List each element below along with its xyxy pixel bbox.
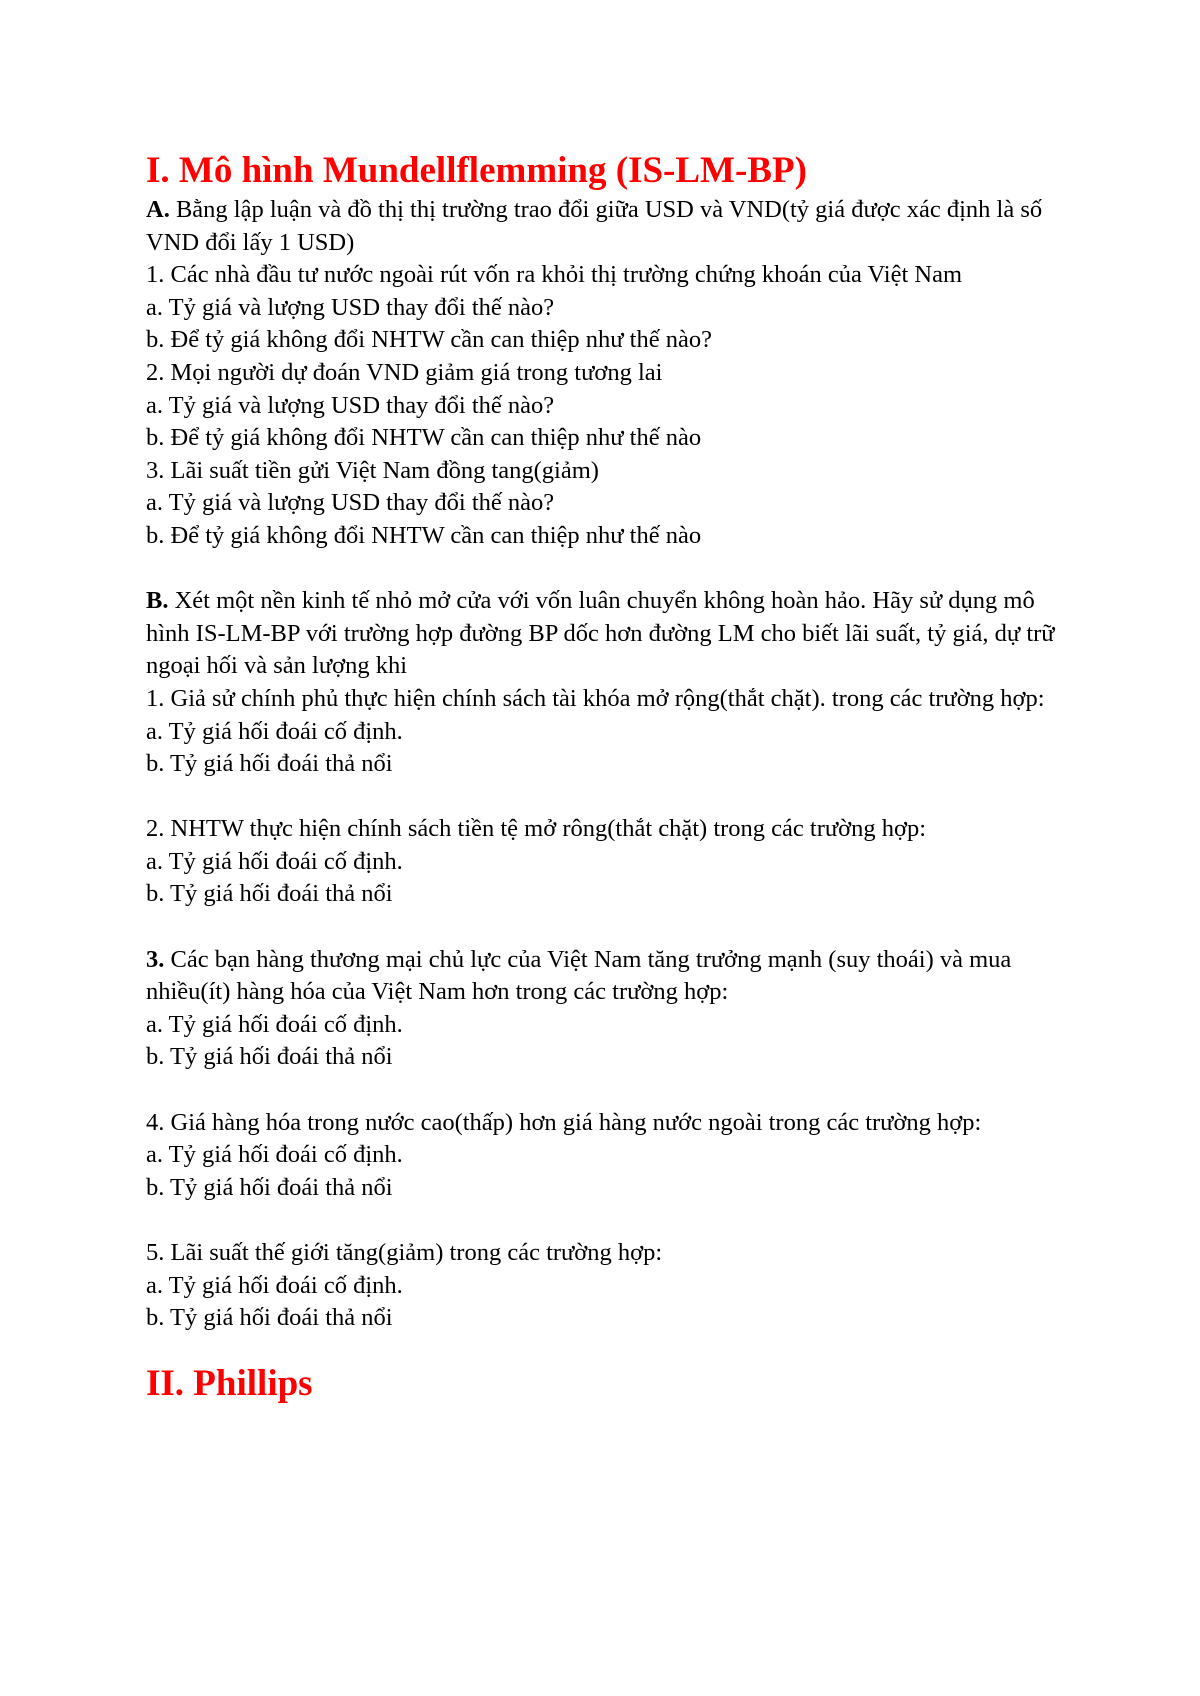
section-2-title: II. Phillips [146,1362,313,1404]
part-a-item: a. Tỷ giá và lượng USD thay đổi thế nào? [146,489,555,517]
question-3-text: Các bạn hàng thương mại chủ lực của Việt Nam tăng trưởng mạnh (suy thoái) và mua nhiều(ít) hàng hóa của Việt Nam hơn trong các trường hợp: [146,945,1012,1006]
question-3-lead: 3. [146,945,165,973]
question-4: 4. Giá hàng hóa trong nước cao(thấp) hơn giá hàng nước ngoài trong các trường hợp: [146,1108,982,1136]
part-a-item: 2. Mọi người dự đoán VND giảm giá trong tương lai [146,358,663,386]
section-1-title: I. Mô hình Mundellflemming (IS-LM-BP) [146,150,807,191]
blank-line [146,1074,1076,1107]
part-b-intro-text: Xét một nền kinh tế nhỏ mở cửa với vốn luân chuyển không hoàn hảo. Hãy sử dụng mô hình IS-LM-BP với trường hợp đường BP dốc hơn đường LM cho biết lãi suất, tỷ giá, dự trữ ngoại hối và sản lượng khi [146,587,1055,680]
part-a-item: b. Để tỷ giá không đổi NHTW cần can thiệp như thế nào? [146,326,712,354]
part-a-item: a. Tỷ giá và lượng USD thay đổi thế nào? [146,293,555,321]
part-b-lead: B. [146,587,169,615]
question-5b: b. Tỷ giá hối đoái thả nổi [146,1304,393,1332]
blank-line [146,781,1076,814]
question-2b: b. Tỷ giá hối đoái thả nổi [146,880,393,908]
part-a-intro-text: Bằng lập luận và đồ thị thị trường trao đổi giữa USD và VND(tỷ giá được xác định là số VND đổi lấy 1 USD) [146,196,1043,256]
question-5a: a. Tỷ giá hối đoái cố định. [146,1271,403,1299]
question-3a: a. Tỷ giá hối đoái cố định. [146,1010,403,1038]
question-5: 5. Lãi suất thế giới tăng(giảm) trong các trường hợp: [146,1239,663,1266]
question-1: 1. Giả sử chính phủ thực hiện chính sách tài khóa mở rộng(thắt chặt). trong các trường hợp: [146,684,1045,712]
question-2a: a. Tỷ giá hối đoái cố định. [146,847,403,875]
part-a-item: a. Tỷ giá và lượng USD thay đổi thế nào? [146,391,555,419]
question-4a: a. Tỷ giá hối đoái cố định. [146,1141,403,1169]
part-a-item: 3. Lãi suất tiền gửi Việt Nam đồng tang(giảm) [146,456,599,484]
blank-line [146,911,1076,944]
part-a-item: 1. Các nhà đầu tư nước ngoài rút vốn ra khỏi thị trường chứng khoán của Việt Nam [146,261,963,289]
question-1a: a. Tỷ giá hối đoái cố định. [146,717,403,745]
part-a-item: b. Để tỷ giá không đổi NHTW cần can thiệp như thế nào [146,424,702,452]
blank-line [146,553,1076,586]
part-a-intro [146,194,1076,259]
blank-line [146,1204,1076,1237]
question-3b: b. Tỷ giá hối đoái thả nổi [146,1043,393,1071]
document-page [146,148,1076,1407]
question-1b: b. Tỷ giá hối đoái thả nổi [146,750,393,778]
part-b-intro [146,585,1076,683]
question-3 [146,944,1076,1009]
question-4b: b. Tỷ giá hối đoái thả nổi [146,1173,393,1201]
part-a-item: b. Để tỷ giá không đổi NHTW cần can thiệp như thế nào [146,521,702,549]
question-2: 2. NHTW thực hiện chính sách tiền tệ mở rông(thắt chặt) trong các trường hợp: [146,815,927,843]
part-a-lead: A. [146,196,170,223]
